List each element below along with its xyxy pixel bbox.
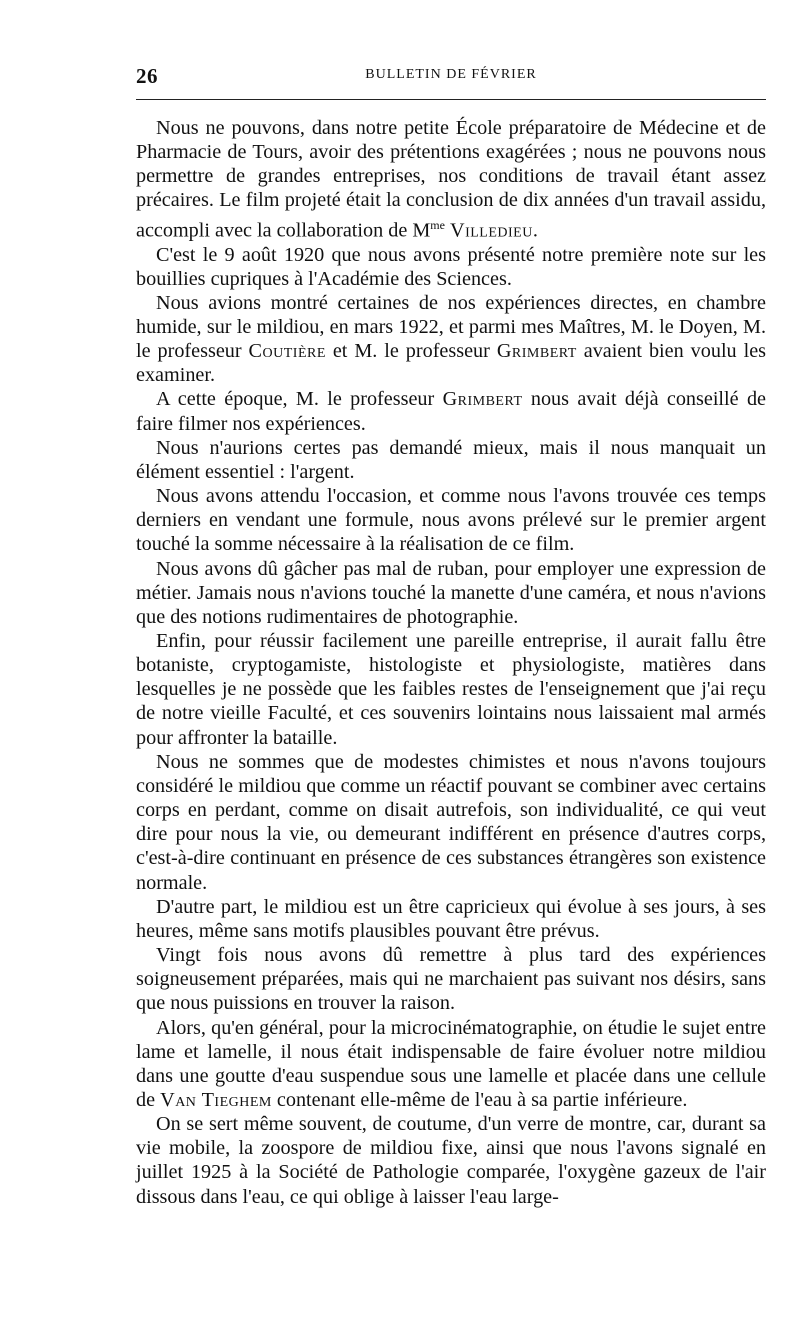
paragraph: Enfin, pour réussir facilement une pareille entreprise, il aurait fallu être botaniste, cryptogamiste, histologiste et physiologiste, matières dans lesquelles je ne possède que les faibles restes de l'enseignement que j'ai reçu de notre vieille Faculté, et ces souvenirs lointains nous laissaient mal armés pour affronter la bataille. xyxy=(136,630,766,749)
paragraph: Nous ne pouvons, dans notre petite École préparatoire de Médecine et de Pharmacie de Tours, avoir des prétentions exagérées ; nous ne pouvons nous permettre de grandes entreprises, nos conditions de travail étant assez précaires. Le film projeté était la conclusion de dix années d'un travail assidu, accompli avec la collaboration de $M^{me}$ Villedieu. xyxy=(136,117,766,242)
body-text xyxy=(136,116,766,1209)
running-title: BULLETIN DE FÉVRIER xyxy=(365,67,537,82)
small-caps-name: Villedieu xyxy=(450,219,533,242)
page-header xyxy=(136,64,766,88)
paragraph: Nous avons attendu l'occasion, et comme nous l'avons trouvée ces temps derniers en vendant une formule, nous avons prélevé sur le premier argent touché la somme nécessaire à la réalisation de ce film. xyxy=(136,485,766,556)
paragraph: Nous ne sommes que de modestes chimistes et nous n'avons toujours considéré le mildiou que comme un réactif pouvant se combiner avec certains corps en perdant, comme on disait autrefois, son individualité, ce qui veut dire pour nous la vie, ou demeurant indifférent en présence d'autres corps, c'est-à-dire continuant en présence de ces substances étrangères son existence normale. xyxy=(136,750,766,894)
paragraph: C'est le 9 août 1920 que nous avons présenté notre première note sur les bouillies cupriques à l'Académie des Sciences. xyxy=(136,243,766,290)
superscript-abbreviation: me xyxy=(430,217,445,232)
paragraph: Nous n'aurions certes pas demandé mieux, mais il nous manquait un élément essentiel : l'argent. xyxy=(136,436,766,483)
paragraph: D'autre part, le mildiou est un être capricieux qui évolue à ses jours, à ses heures, même sans motifs plausibles pouvant être prévus. xyxy=(136,895,766,942)
paragraph: Nous avons dû gâcher pas mal de ruban, pour employer une expression de métier. Jamais nous n'avions touché la manette d'une caméra, et nous n'avions que des notions rudimentaires de photographie. xyxy=(136,557,766,628)
paragraph: Alors, qu'en général, pour la microcinématographie, on étudie le sujet entre lame et lamelle, il nous était indispensable de faire évoluer notre mildiou dans une goutte d'eau suspendue sous une lamelle et placée dans une cellule de Van Tieghem contenant elle-même de l'eau à sa partie inférieure. xyxy=(136,1016,766,1111)
small-caps-name: Coutière xyxy=(248,340,326,363)
header-rule xyxy=(136,99,766,100)
paragraph: Vingt fois nous avons dû remettre à plus tard des expériences soigneusement préparées, mais qui ne marchaient pas suivant nos désirs, sans que nous puissions en trouver la raison. xyxy=(136,944,766,1015)
paragraph: A cette époque, M. le professeur Grimbert nous avait déjà conseillé de faire filmer nos expériences. xyxy=(136,388,766,435)
small-caps-name: Grimbert xyxy=(442,388,523,411)
page-number: 26 xyxy=(136,64,158,88)
paragraph: On se sert même souvent, de coutume, d'un verre de montre, car, durant sa vie mobile, la zoospore de mildiou fixe, ainsi que nous l'avons signalé en juillet 1925 à la Société de Pathologie comparée, l'oxygène gazeux de l'air dissous dans l'eau, ce qui oblige à laisser l'eau large- xyxy=(136,1113,766,1208)
small-caps-name: Van Tieghem xyxy=(160,1088,272,1111)
small-caps-name: Grimbert xyxy=(496,340,577,363)
paragraph: Nous avions montré certaines de nos expériences directes, en chambre humide, sur le mildiou, en mars 1922, et parmi mes Maîtres, M. le Doyen, M. le professeur Coutière et M. le professeur Grimbert avaient bien voulu les examiner. xyxy=(136,291,767,387)
